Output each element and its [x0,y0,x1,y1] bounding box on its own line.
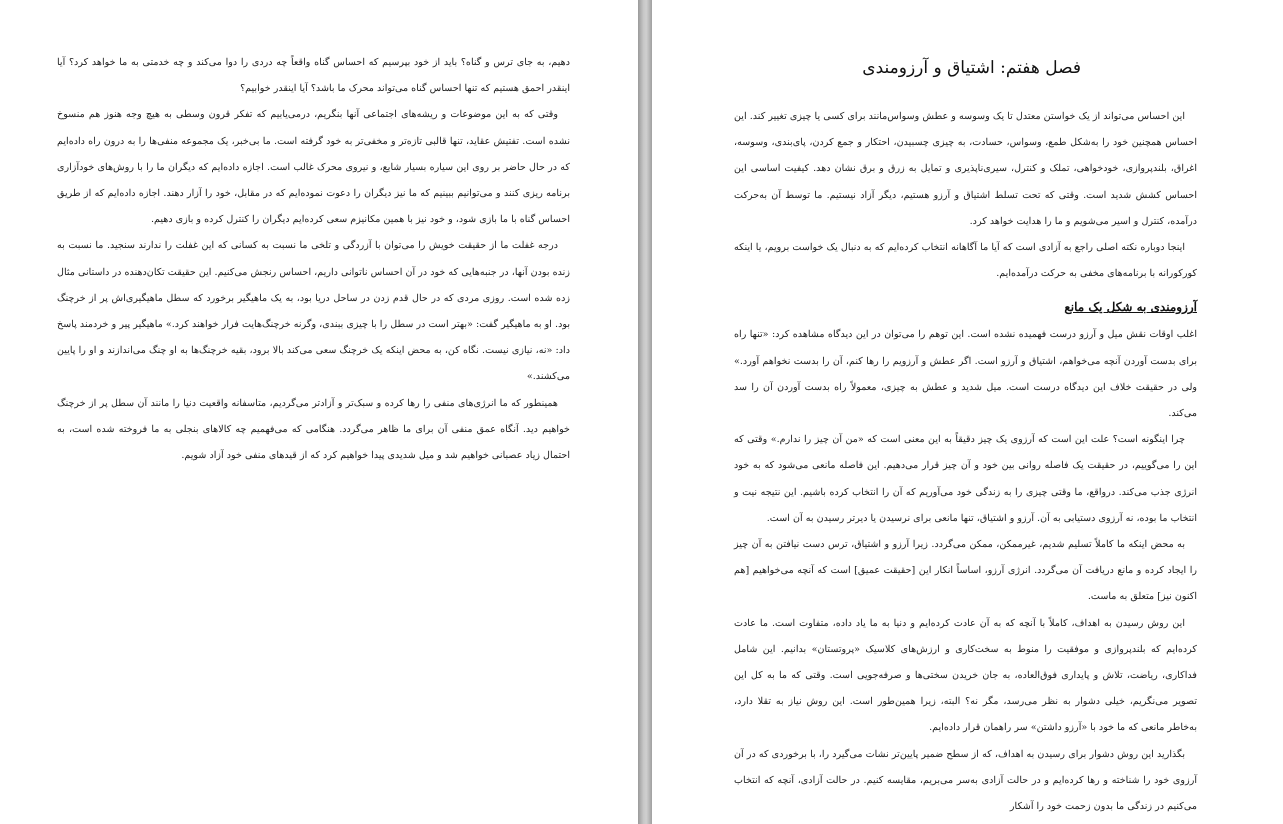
paragraph: درجه غفلت ما از حقیقت خویش را می‌توان با آزردگی و تلخی ما نسبت به کسانی که این غفلت را ندارند سنجید. ما نسبت به زنده بودن آنها، در جنبه‌هایی که خود در آن احساس ناتوانی داریم، احساس رنجش می‌کنیم. این حقیقت تکان‌دهنده در داستانی مثال زده شده است. روزی مردی که در حال قدم زدن در ساحل دریا بود، به یک ماهیگیر برخورد که سطل ماهیگیری‌اش پر از خرچنگ بود. او به ماهیگیر گفت: «بهتر است در سطل را با چیزی ببندی، وگرنه خرچنگ‌هایت فرار خواهند کرد.» ماهیگیر پیر و خردمند پاسخ داد: «نه، نیازی نیست. نگاه کن، به محض اینکه یک خرچنگ سعی می‌کند بالا برود، بقیه خرچنگ‌ها به او چنگ می‌اندازند و او را پایین می‌کشند.» [57,240,570,383]
paragraph: این احساس می‌تواند از یک خواستن معتدل تا یک وسوسه و عطش وسواس‌مانند برای کسی یا چیزی تغییر کند. این احساس همچنین خود را به‌شکل طمع، وسواس، حسادت، به چیزی چسبیدن، احتکار و جمع کردن، پای‌بندی، وسوسه، اغراق، بلندپروازی، خودخواهی، تملک و کنترل، سیری‌ناپذیری و تمایل به زرق و برق نشان دهد. کیفیت اساسی این احساس کشش شدید است. وقتی که تحت تسلط اشتیاق و آرزو هستیم، دیگر آزاد نیستیم. ما توسط آن به‌حرکت درآمده، کنترل و اسیر می‌شویم و ما را هدایت خواهد کرد. [734,111,1197,227]
left-page-body [57,50,570,469]
paragraph: دهیم، به جای ترس و گناه؟ باید از خود بپرسیم که احساس گناه واقعاً چه دردی را دوا می‌کند و چه خدمتی به ما خواهد کرد؟ آیا اینقدر احمق هستیم که تنها احساس گناه می‌تواند محرک ما باشد؟ آیا اینقدر خوابیم؟ [57,57,570,95]
right-page [652,0,1283,824]
paragraph: این روش رسیدن به اهداف، کاملاً با آنچه که به آن عادت کرده‌ایم و دنیا به ما یاد داده، متفاوت است. ما عادت کرده‌ایم که بلندپروازی و موفقیت را منوط به سخت‌کاری و ارزش‌های کلاسیک «پروتستان» بدانیم. این شامل فداکاری، ریاضت، تلاش و پایداری فوق‌العاده، به جان خریدن سختی‌ها و صرفه‌جویی است. وقتی که ما به کل این تصویر می‌نگریم، خیلی دشوار به نظر می‌رسد، مگر نه؟ البته، زیرا همین‌طور است. این روش نیاز به تقلا دارد، به‌خاطر مانعی که ما خود با «آرزو داشتن» سر راهمان قرار داده‌ایم. [734,617,1197,734]
page-gutter [638,0,652,824]
paragraph: همینطور که ما انرژی‌های منفی را رها کرده و سبک‌تر و آزادتر می‌گردیم، متاسفانه واقعیت دنیا را مانند آن سطل پر از خرچنگ خواهیم دید. آنگاه عمق منفی آن برای ما ظاهر می‌گردد. هنگامی که می‌فهمیم چه کالاهای بنجلی به ما فروخته شده است، به احتمال زیاد عصبانی خواهیم شد و میل شدیدی پیدا خواهیم کرد که از قیدهای منفی خود آزاد شویم. [57,397,570,462]
paragraph: اغلب اوقات نقش میل و آرزو درست فهمیده نشده است. این توهم را می‌توان در این دیدگاه مشاهده کرد: «تنها راه برای بدست آوردن آنچه می‌خواهم، اشتیاق و آرزو است. اگر عطش و آرزویم را رها کنم، آن را بدست نخواهم آورد.» ولی در حقیقت خلاف این دیدگاه درست است. میل شدید و عطش به چیزی، معمولاً راه بدست آوردن آن را سد می‌کند. [734,329,1197,420]
paragraph: وقتی که به این موضوعات و ریشه‌های اجتماعی آنها بنگریم، درمی‌یابیم که تفکر قرون وسطی به هیچ وجه هنوز هم منسوخ نشده است. تفتیش عقاید، تنها قالبی تازه‌تر و مخفی‌تر به خود گرفته است. ما بی‌خبر، یک مجموعه منفی‌ها را به درون راه داده‌ایم که در حال حاضر بر روی این سیاره بسیار شایع، و نیروی محرک غالب است. اجازه داده‌ایم که دیگران ما را با روش‌های خودآزاری برنامه ریزی کنند و می‌توانیم ببینیم که ما نیز دیگران را دعوت نموده‌ایم که در مقابل، خود را آزار دهند. اجازه داده‌ایم که از طریق احساس گناه با ما بازی شود، و خود نیز با همین مکانیزم سعی کرده‌ایم دیگران را کنترل کرده و بازی دهیم. [57,109,570,226]
paragraph: اینجا دوباره نکته اصلی راجع به آزادی است که آیا ما آگاهانه انتخاب کرده‌ایم که به دنبال یک خواست برویم، یا اینکه کورکورانه با برنامه‌های مخفی به حرکت درآمده‌ایم. [734,242,1197,280]
paragraph: به محض اینکه ما کاملاً تسلیم شدیم، غیرممکن، ممکن می‌گردد. زیرا آرزو و اشتیاق، ترس دست نیافتن به آن چیز را ایجاد کرده و مانع دریافت آن می‌گردد. انرژی آرزو، اساساً انکار این [حقیقت عمیق] است که آنچه می‌خواهیم [هم اکنون نیز] متعلق به ماست. [734,539,1197,603]
paragraph: چرا اینگونه است؟ علت این است که آرزوی یک چیز دقیقاً به این معنی است که «من آن چیز را ندارم.» وقتی که این را می‌گوییم، در حقیقت یک فاصله روانی بین خود و آن چیز قرار می‌دهیم. این فاصله مانعی می‌شود که به خود انرژی جذب می‌کند. درواقع، ما وقتی چیزی را به زندگی خود می‌آوریم که آن را انتخاب کرده باشیم. این نتیجه نیت و انتخاب ما بوده، نه آرزوی دستیابی به آن. آرزو و اشتیاق، تنها مانعی برای نرسیدن یا دیرتر رسیدن به آن است. [734,434,1197,524]
left-page [0,0,638,824]
right-page-body [734,104,1197,820]
paragraph: بگذارید این روش دشوار برای رسیدن به اهداف، که از سطح ضمیر پایین‌تر نشات می‌گیرد را، با برخوردی که در آن آرزوی خود را شناخته و رها کرده‌ایم و در حالت آزادی به‌سر می‌بریم، مقایسه کنیم. در حالت آزادی، آنچه که انتخاب می‌کنیم در زندگی ما بدون زحمت خود را آشکار [734,748,1197,813]
chapter-title: فصل هفتم: اشتیاق و آرزومندی [862,58,1081,78]
section-heading: آرزومندی به شکل یک مانع [1064,300,1197,315]
